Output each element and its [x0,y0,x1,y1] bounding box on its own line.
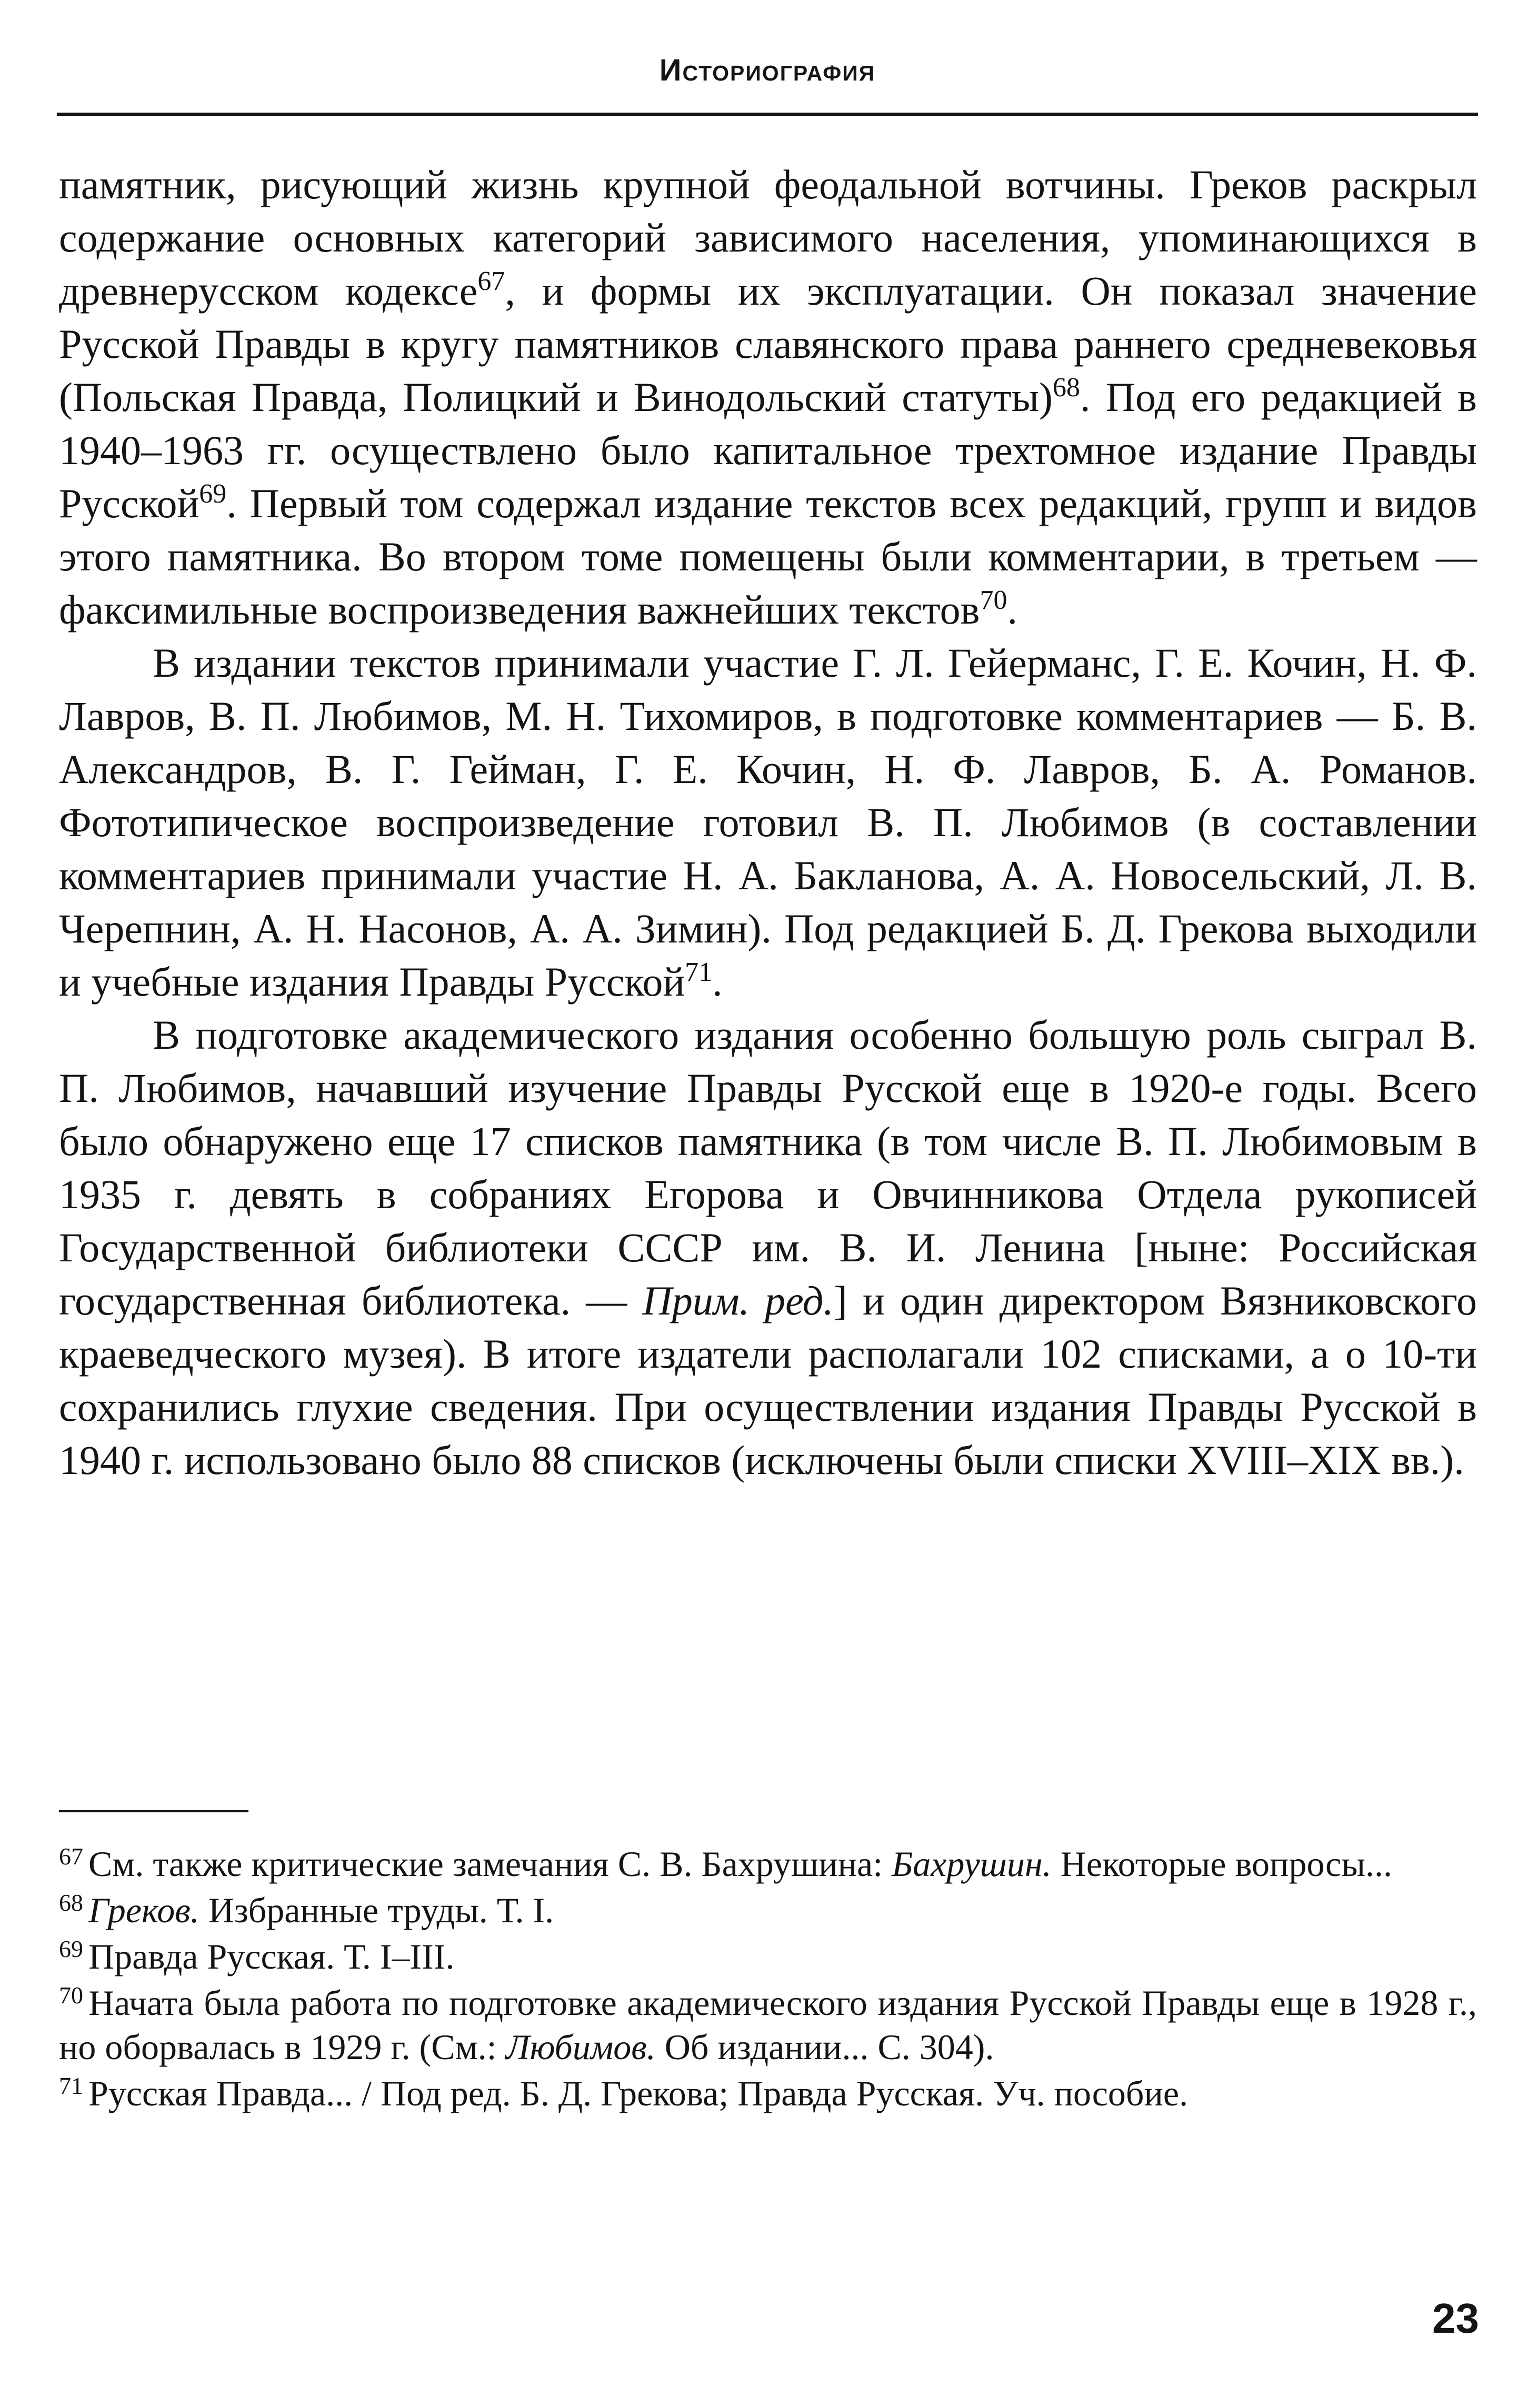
footnote-text: См. также критические замечания С. В. Бахрушина: [88,1844,892,1884]
footnote-ref-68: 68 [1053,373,1081,403]
footnote-number: 68 [59,1889,83,1916]
footnote-number: 71 [59,2072,83,2099]
footnote-69 [59,1934,1477,1979]
paragraph-3-text-2: ] и один директором Вязниковского краеведческого музея). В итоге издатели располагали 102 списками, а о 10-ти сохранились глухие сведения. При осуществлении издания Правды Русской в 1940 г. использовано было 88 списков (исключены были списки XVIII–XIX вв.). [59,1278,1477,1483]
footnote-italic: Греков. [88,1890,199,1930]
footnote-ref-70: 70 [980,585,1007,615]
paragraph-2 [59,636,1477,1008]
footnote-text: Начата была работа по подготовке академического издания Русской Правды еще в 1928 г., но оборвалась в 1929 г. (См.: [59,1983,1477,2067]
footnote-ref-69: 69 [199,479,227,509]
paragraph-1-text-2: , и формы их эксплуатации. Он показал значение Русской Правды в кругу памятников славянского права раннего средневековья (Польская Правда, Полицкий и Винодольский статуты) [59,268,1477,420]
footnote-text: Об издании... С. 304). [655,2027,994,2067]
paragraph-1-text-1: памятник, рисующий жизнь крупной феодальной вотчины. Греков раскрыл содержание основных категорий зависимого населения, упоминающихся в древнерусском кодексе [59,162,1477,314]
paragraph-3-editor-note: Прим. ред. [642,1278,834,1323]
paragraph-3 [59,1008,1477,1487]
footnote-ref-67: 67 [477,266,505,296]
running-head: Историография [659,53,876,87]
paragraph-1-text-4: . Первый том содержал издание текстов всех редакций, групп и видов этого памятника. Во втором томе помещены были комментарии, в третьем — факсимильные воспроизведения важнейших текстов [59,480,1477,633]
footnote-number: 69 [59,1935,83,1962]
footnote-67 [59,1842,1477,1886]
footnotes [59,1842,1477,2118]
footnote-italic: Любимов. [505,2027,656,2067]
footnote-italic: Бахрушин. [892,1844,1052,1884]
page-number: 23 [1432,2295,1479,2342]
footnote-text: Избранные труды. Т. I. [199,1890,554,1930]
paragraph-1 [59,158,1477,636]
header-rule [57,113,1478,116]
paragraph-1-text-3: . Под его редакцией в 1940–1963 гг. осуществлено было капитальное трехтомное издание Правды Русской [59,374,1477,526]
footnote-ref-71: 71 [685,957,713,987]
footnote-text: Некоторые вопросы... [1051,1844,1393,1884]
footnote-68 [59,1888,1477,1932]
footnote-text: Русская Правда... / Под ред. Б. Д. Грекова; Правда Русская. Уч. пособие. [88,2073,1189,2113]
footnote-number: 67 [59,1843,83,1870]
footnote-number: 70 [59,1982,83,2009]
footnote-70 [59,1981,1477,2069]
paragraph-2-text-1: В издании текстов принимали участие Г. Л. Гейерманс, Г. Е. Кочин, Н. Ф. Лавров, В. П. Любимов, М. Н. Тихомиров, в подготовке комментариев — Б. В. Александров, В. Г. Гейман, Г. Е. Кочин, Н. Ф. Лавров, Б. А. Романов. Фототипическое воспроизведение готовил В. П. Любимов (в составлении комментариев принимали участие Н. А. Бакланова, А. А. Новосельский, Л. В. Черепнин, А. Н. Насонов, А. А. Зимин). Под редакцией Б. Д. Грекова выходили и учебные издания Правды Русской [59,640,1477,1005]
paragraph-2-text-2: . [712,959,723,1005]
footnote-text: Правда Русская. Т. I–III. [88,1937,455,1976]
paragraph-1-text-5: . [1007,587,1018,633]
footnote-separator [59,1810,248,1812]
paragraph-3-text-1: В подготовке академического издания особенно большую роль сыграл В. П. Любимов, начавший изучение Правды Русской еще в 1920-е годы. Всего было обнаружено еще 17 списков памятника (в том числе В. П. Любимовым в 1935 г. девять в собраниях Егорова и Овчинникова Отдела рукописей Государственной библиотеки СССР им. В. И. Ленина [ныне: Российская государственная библиотека. — [59,1012,1477,1323]
footnote-71 [59,2071,1477,2115]
main-text [59,158,1477,1487]
